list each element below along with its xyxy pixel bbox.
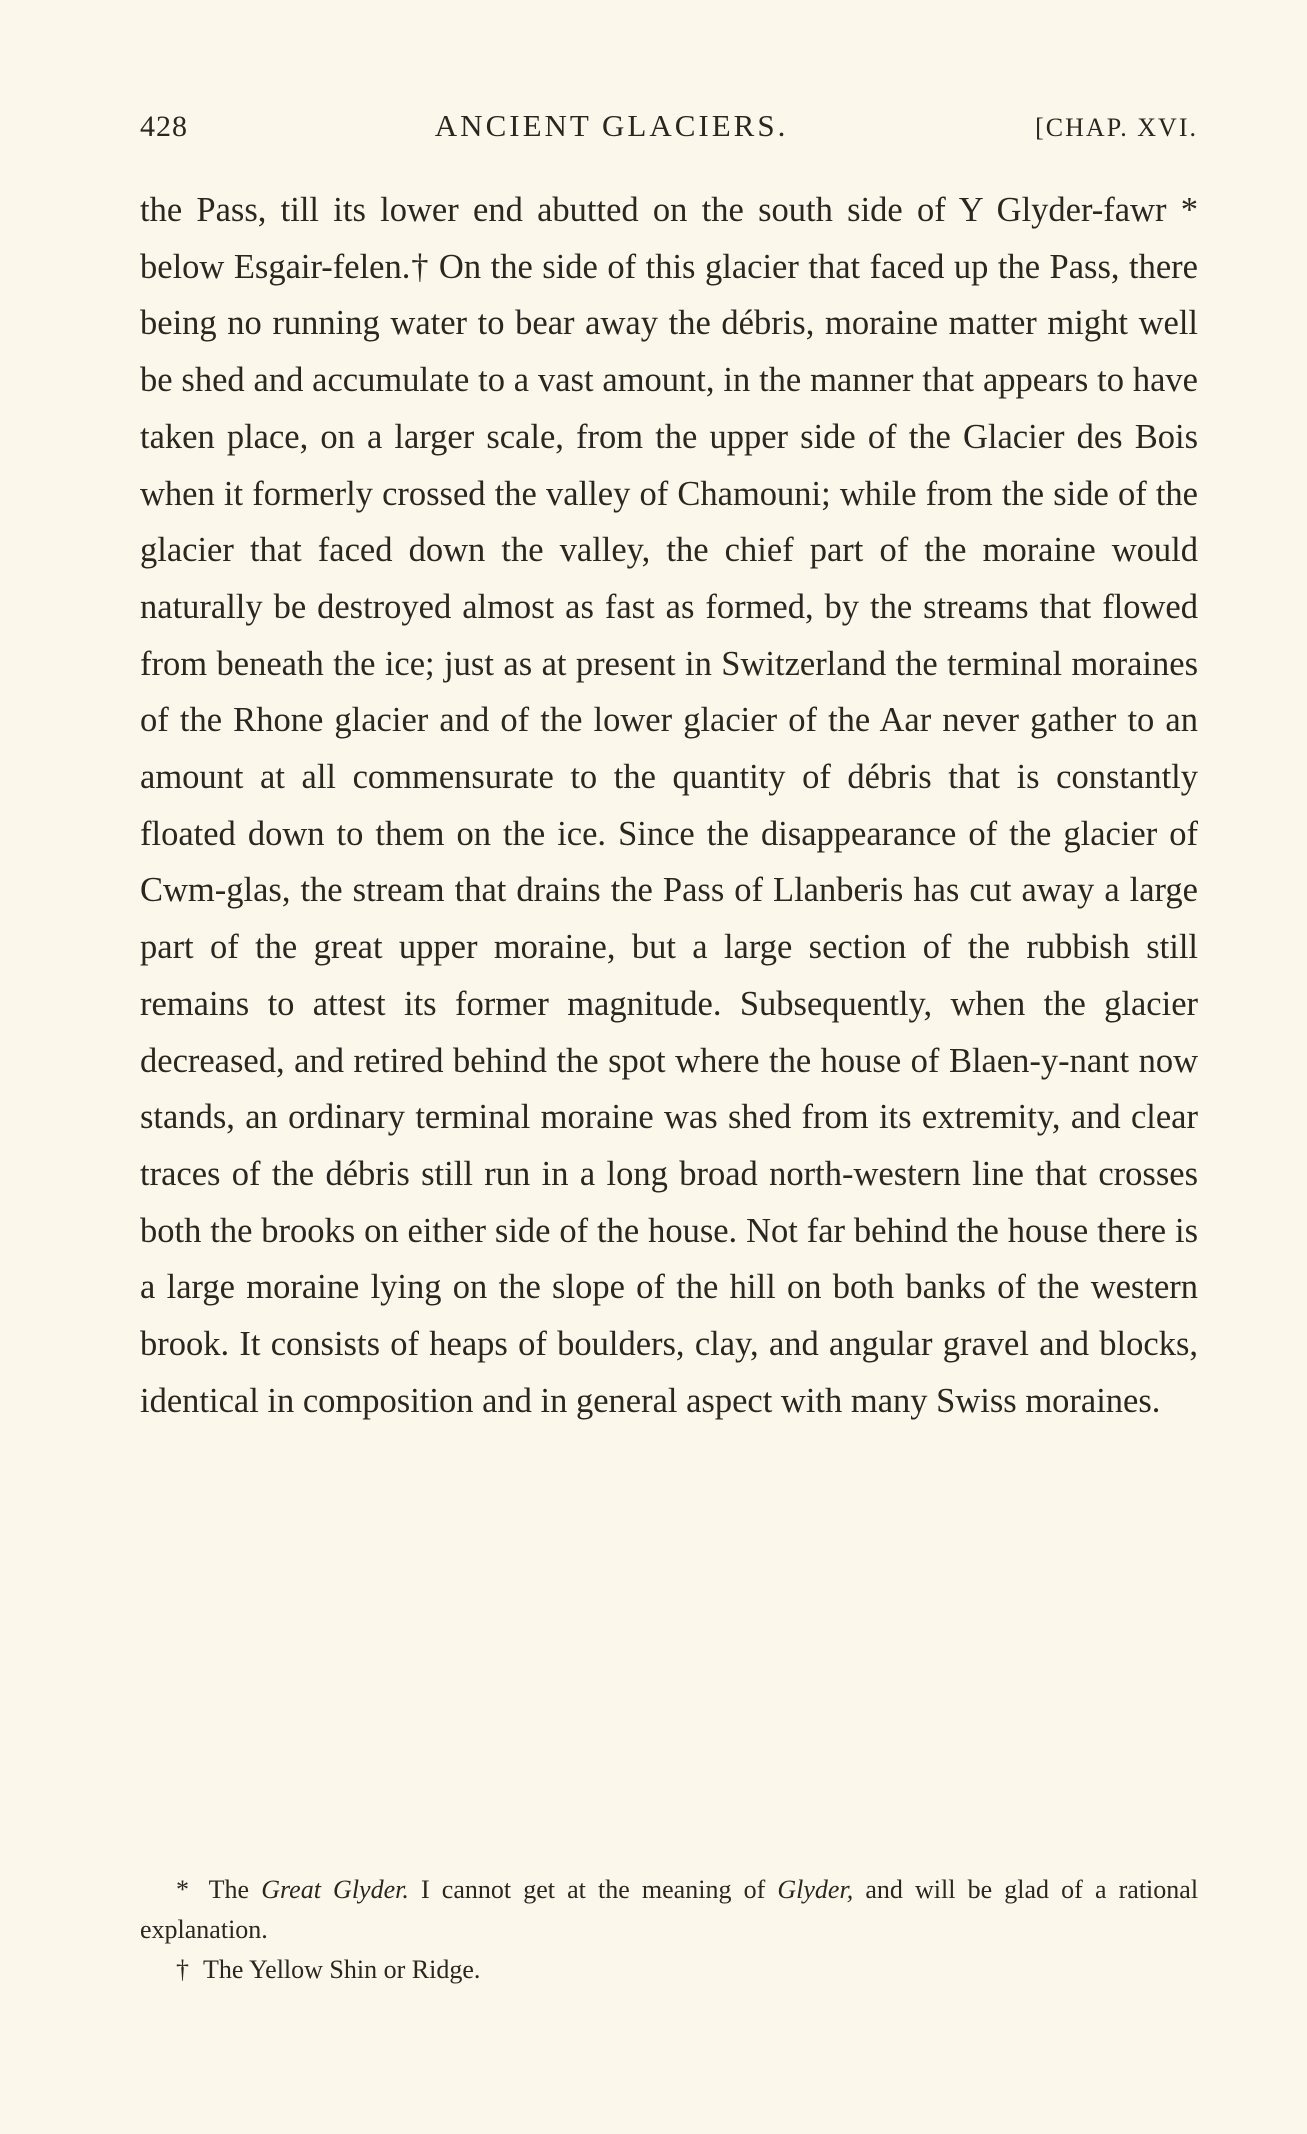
main-text [140, 182, 1198, 1429]
footnote-great-glyder [140, 1870, 1198, 1950]
body-paragraph: the Pass, till its lower end abutted on the south side of Y Glyder-fawr * below Esgair-felen.† On the side of this glacier that faced up the Pass, there being no running water to bear away the débris, moraine matter might well be shed and accumulate to a vast amount, in the manner that appears to have taken place, on a larger scale, from the upper side of the Glacier des Bois when it formerly crossed the valley of Chamouni; while from the side of the glacier that faced down the valley, the chief part of the moraine would naturally be destroyed almost as fast as formed, by the streams that flowed from beneath the ice; just as at present in Switzerland the terminal moraines of the Rhone glacier and of the lower glacier of the Aar never gather to an amount at all commensurate to the quantity of débris that is constantly floated down to them on the ice. Since the disappearance of the glacier of Cwm-glas, the stream that drains the Pass of Llanberis has cut away a large part of the great upper moraine, but a large section of the rubbish still remains to attest its former magnitude. Subsequently, when the glacier decreased, and retired behind the spot where the house of Blaen-y-nant now stands, an ordinary terminal moraine was shed from its extremity, and clear traces of the débris still run in a long broad north-western line that crosses both the brooks on either side of the house. Not far behind the house there is a large moraine lying on the slope of the hill on both banks of the western brook. It consists of heaps of boulders, clay, and angular gravel and blocks, identical in composition and in general aspect with many Swiss moraines. [140, 191, 1198, 1420]
running-header [140, 108, 1198, 148]
footnote-text-yellow-shin: The Yellow Shin or Ridge. [203, 1955, 481, 1984]
footnote-text-end: and will be glad of a rational explanation. [140, 1875, 1199, 1944]
footnote-text-the: The [208, 1875, 250, 1904]
running-title: ANCIENT GLACIERS. [434, 108, 789, 143]
footnote-yellow-shin [140, 1950, 1198, 1990]
footnotes [140, 1870, 1198, 1990]
footnote-mark-dagger: † [176, 1955, 189, 1984]
chapter-reference: [CHAP. XVI. [1035, 113, 1198, 142]
footnote-mark-asterisk: * [176, 1875, 189, 1904]
footnote-italic-glyder: Glyder, [777, 1875, 854, 1904]
page-number: 428 [140, 110, 188, 143]
footnote-italic-great-glyder: Great Glyder. [261, 1875, 409, 1904]
footnote-text-middle: I cannot get at the meaning of [421, 1875, 766, 1904]
